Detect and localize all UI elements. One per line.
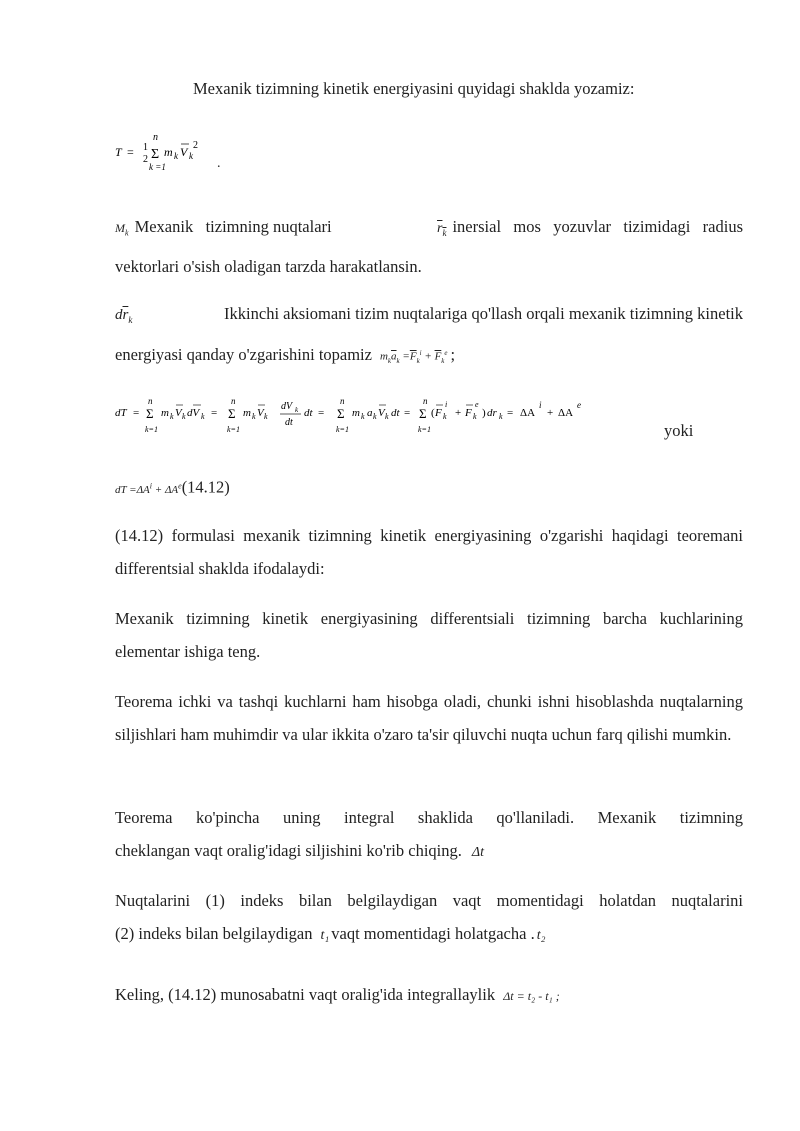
paragraph-integrate — [115, 978, 743, 1013]
svg-text:k: k — [170, 412, 174, 421]
paragraph-integral-form — [115, 801, 743, 869]
svg-text:k: k — [499, 412, 503, 421]
paragraph-time-moments-line1: Nuqtalarini (1) indeks bilan belgilaydigan vaqt momentidagi holatdan nuqtalarini — [115, 891, 743, 910]
svg-text:dr: dr — [487, 407, 497, 419]
paragraph-integral-form-line1: Teorema ko'pincha uning integral shaklida qo'llaniladi. Mexanik tizimning — [115, 808, 743, 827]
svg-text:e: e — [577, 400, 581, 410]
newton-equation: $m_k\overline{a}_k =\overline{F}_k^i + \overline{F}_k^e$ — [379, 349, 448, 365]
drk-symbol: $d\overline{r}_k$ — [115, 307, 133, 325]
svg-text:k: k — [182, 412, 186, 421]
svg-text:F: F — [465, 407, 472, 419]
svg-text:1: 1 — [143, 142, 148, 153]
svg-text:=: = — [127, 145, 134, 159]
svg-text:m: m — [243, 407, 251, 419]
svg-text:+: + — [547, 407, 554, 419]
paragraph-points-motion-text-a: Mexanik tizimning nuqtalari — [134, 217, 332, 236]
dT-long-equation-graphic — [115, 392, 675, 442]
svg-text:2: 2 — [193, 140, 198, 151]
time-interval-equation: Δt = t₂ - t₁ ; — [503, 989, 560, 1003]
svg-text:k=1: k=1 — [336, 425, 349, 434]
svg-text:m: m — [161, 407, 169, 419]
svg-text:k: k — [201, 412, 205, 421]
svg-text:i: i — [445, 400, 448, 409]
svg-text:V: V — [175, 407, 182, 419]
svg-text:k: k — [252, 412, 256, 421]
svg-text:dV: dV — [281, 401, 293, 412]
formula-dot: . — [217, 156, 221, 171]
paragraph-time-moments-line2a: (2) indeks bilan belgilaydigan — [115, 924, 313, 943]
svg-text:=: = — [507, 407, 514, 419]
svg-text:dt: dt — [391, 407, 400, 419]
mk-symbol: $M_k$ — [115, 221, 129, 238]
rk-symbol: $r_k$ — [437, 221, 447, 238]
svg-text:m: m — [352, 407, 360, 419]
svg-text:a: a — [367, 407, 373, 419]
svg-text:V: V — [180, 145, 188, 159]
intro-paragraph: Mexanik tizimning kinetik energiyasini quyidagi shaklda yozamiz: — [193, 79, 635, 98]
paragraph-theorem-differential: (14.12) formulasi mexanik tizimning kinetik energiyasining o'zgarishi haqidagi teoremani differentsial shaklda ifodalaydi: — [115, 526, 743, 578]
dT-short-equation-line — [115, 469, 743, 507]
paragraph-time-moments — [115, 884, 743, 952]
svg-text:k: k — [295, 406, 299, 414]
paragraph-theorem-statement: Mexanik tizimning kinetik energiyasining differentsiali tizimning barcha kuchlarining elementar ishiga teng. — [115, 609, 743, 661]
t2-symbol: t₂ — [536, 928, 546, 943]
svg-text:=: = — [318, 407, 325, 419]
svg-text:Σ: Σ — [419, 406, 427, 421]
delta-t-symbol: Δt — [471, 845, 484, 860]
svg-text:m: m — [164, 145, 173, 159]
paragraph-second-axiom — [115, 297, 743, 378]
svg-text:n: n — [148, 396, 153, 406]
paragraph-time-moments-line2b: vaqt momentidagi holatgacha . — [331, 924, 535, 943]
paragraph-second-axiom-text-b: energiyasi qanday o'zgarishini topamiz — [115, 344, 372, 364]
svg-text:Σ: Σ — [337, 406, 345, 421]
svg-text:2: 2 — [143, 154, 148, 165]
paragraph-integral-form-line2: cheklangan vaqt oralig'idagi siljishini ko'rib chiqing. — [115, 841, 462, 860]
svg-text:n: n — [153, 132, 158, 143]
svg-text:k=1: k=1 — [227, 425, 240, 434]
svg-text:dt: dt — [285, 417, 293, 428]
svg-text:F: F — [435, 407, 442, 419]
svg-text:V: V — [257, 407, 264, 419]
svg-text:n: n — [423, 396, 428, 406]
paragraph-internal-external-forces: Teorema ichki va tashqi kuchlarni ham hisobga oladi, chunki ishni hisoblashda nuqtalarning siljishlari ham muhimdir va ular ikkita o'zaro ta'sir qiluvchi nuqta uchun farq qilishi mumkin. — [115, 692, 743, 744]
svg-text:k=1: k=1 — [418, 425, 431, 434]
svg-text:k: k — [174, 151, 178, 161]
svg-text:=: = — [133, 407, 140, 419]
svg-text:+: + — [455, 407, 462, 419]
svg-text:k=1: k=1 — [145, 425, 158, 434]
svg-text:V: V — [378, 407, 385, 419]
yoki-word: yoki — [664, 421, 694, 440]
svg-text:dT: dT — [115, 407, 127, 419]
svg-text:k =1: k =1 — [149, 162, 166, 172]
svg-text:Σ: Σ — [146, 406, 154, 421]
svg-text:i: i — [539, 400, 542, 410]
newton-equation-colon: ; — [450, 344, 456, 364]
svg-text:): ) — [482, 407, 486, 419]
svg-text:k: k — [443, 412, 447, 421]
svg-text:k: k — [373, 412, 377, 421]
kinetic-energy-formula-graphic — [115, 128, 255, 178]
paragraph-points-motion-text-b: inersial mos yozuvlar tizimidagi radius — [452, 217, 743, 236]
svg-text:Σ: Σ — [151, 147, 160, 162]
svg-text:k: k — [385, 412, 389, 421]
svg-text:dt: dt — [304, 407, 313, 419]
svg-text:=: = — [404, 407, 411, 419]
svg-text:k: k — [473, 412, 477, 421]
svg-text:k: k — [189, 151, 193, 161]
svg-text:(: ( — [431, 407, 435, 419]
svg-text:n: n — [340, 396, 345, 406]
svg-text:Σ: Σ — [228, 406, 236, 421]
paragraph-integrate-text: Keling, (14.12) munosabatni vaqt oralig'ida integrallaylik — [115, 985, 496, 1004]
svg-text:dV: dV — [187, 407, 200, 419]
t1-symbol: t₁ — [320, 928, 330, 943]
svg-text:ΔA: ΔA — [520, 407, 536, 419]
svg-text:T: T — [115, 145, 122, 159]
paragraph-second-axiom-text-a: Ikkinchi aksiomani tizim nuqtalariga qo'llash orqali mexanik tizimning kinetik — [224, 304, 743, 323]
svg-text:e: e — [475, 400, 479, 409]
dT-long-equation — [115, 392, 675, 447]
paragraph-points-motion — [115, 210, 743, 283]
kinetic-energy-formula — [115, 128, 255, 183]
svg-text:k: k — [361, 412, 365, 421]
svg-text:n: n — [231, 396, 236, 406]
paragraph-points-motion-text-c: vektorlari o'sish oladigan tarzda harakatlansin. — [115, 256, 422, 276]
dT-short-equation: dT $=\Delta A^i + \Delta A^e$ — [115, 481, 182, 496]
svg-text:k: k — [264, 412, 268, 421]
svg-text:=: = — [211, 407, 218, 419]
svg-text:ΔA: ΔA — [558, 407, 574, 419]
equation-number: (14.12) — [181, 477, 230, 497]
